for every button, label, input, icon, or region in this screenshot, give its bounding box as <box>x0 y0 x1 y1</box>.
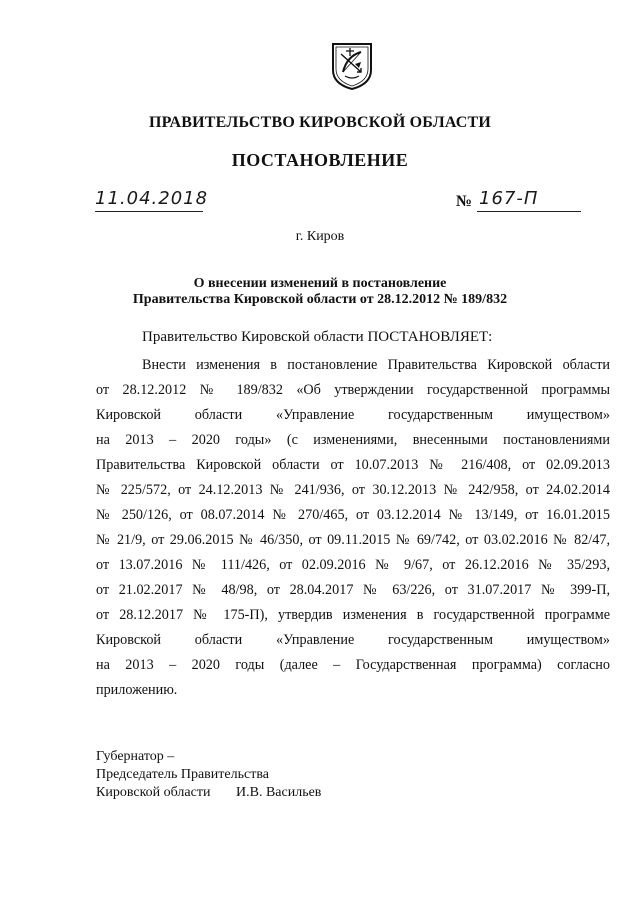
document-number: 167-П <box>479 188 539 209</box>
signature-line-2: Председатель Правительства <box>96 767 269 782</box>
number-sign: № <box>456 193 473 210</box>
body-line: на 2013 – 2020 годы (далее – Государственная программа) согласно <box>96 657 610 673</box>
body-line: Правительства Кировской области от 10.07.2013 № 216/408, от 02.09.2013 <box>96 457 610 473</box>
coat-of-arms-icon <box>331 42 373 90</box>
document-type: ПОСТАНОВЛЕНИЕ <box>231 150 409 170</box>
subject-line-1: О внесении изменений в постановление <box>193 276 447 291</box>
document-date: 11.04.2018 <box>95 188 209 209</box>
body-line: приложению. <box>96 682 178 698</box>
body-line: Кировской области «Управление государственным имуществом» <box>96 407 610 423</box>
body-line: от 13.07.2016 № 111/426, от 02.09.2016 № 9/67, от 26.12.2016 № 35/293, <box>96 557 610 573</box>
date-underline <box>95 211 203 212</box>
organization-title: ПРАВИТЕЛЬСТВО КИРОВСКОЙ ОБЛАСТИ <box>148 114 492 131</box>
subject-line-2: Правительства Кировской области от 28.12.2012 № 189/832 <box>132 292 508 307</box>
body-line: Кировской области «Управление государственным имуществом» <box>96 632 610 648</box>
signatory-name: И.В. Васильев <box>236 785 322 800</box>
number-underline <box>477 211 581 212</box>
body-line: № 250/126, от 08.07.2014 № 270/465, от 03.12.2014 № 13/149, от 16.01.2015 <box>96 507 610 523</box>
city: г. Киров <box>295 229 345 244</box>
signature-line-3: Кировской области <box>96 785 211 800</box>
body-line: на 2013 – 2020 годы» (с изменениями, внесенными постановлениями <box>96 432 610 448</box>
body-line: от 28.12.2017 № 175-П), утвердив изменения в государственной программе <box>96 607 610 623</box>
signature-line-1: Губернатор – <box>96 749 175 764</box>
intro-paragraph: Правительство Кировской области ПОСТАНОВЛЯЕТ: <box>142 329 493 345</box>
body-line: от 28.12.2012 № 189/832 «Об утверждении государственной программы <box>96 382 610 398</box>
body-line: № 21/9, от 29.06.2015 № 46/350, от 09.11.2015 № 69/742, от 03.02.2016 № 82/47, <box>96 532 610 548</box>
body-line: № 225/572, от 24.12.2013 № 241/936, от 30.12.2013 № 242/958, от 24.02.2014 <box>96 482 610 498</box>
body-line: от 21.02.2017 № 48/98, от 28.04.2017 № 63/226, от 31.07.2017 № 399-П, <box>96 582 610 598</box>
body-line: Внести изменения в постановление Правительства Кировской области <box>142 357 610 373</box>
